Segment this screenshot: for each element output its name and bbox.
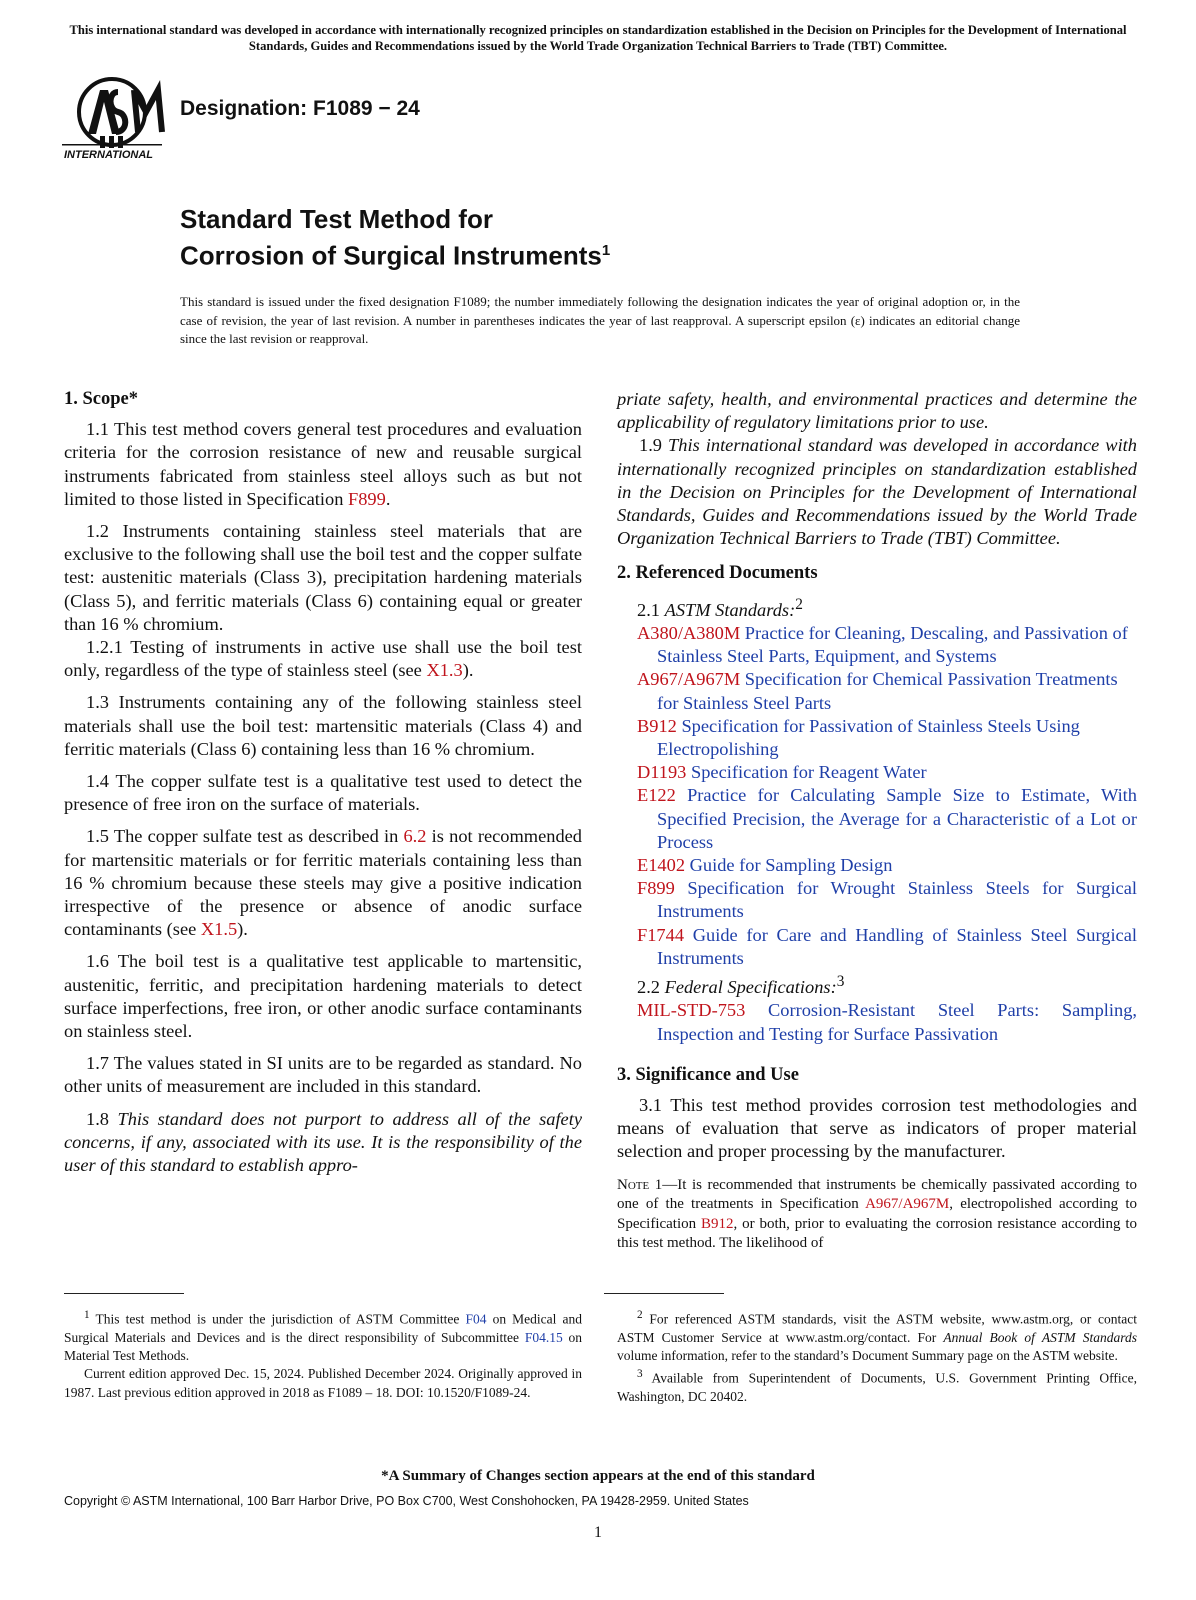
para-1-8-text: This standard does not purport to address all of the safety concerns, if any, associated with its use. It is the responsibility of the user of this standard to establish appro-: [64, 1108, 582, 1176]
footnote-1-text-b: on Medical and Surgical Materials and Devices and is the direct responsibility of Subcommittee: [64, 1311, 582, 1345]
title-line-1: Standard Test Method for: [180, 204, 493, 234]
ref-title-e1402[interactable]: Guide for Sampling Design: [685, 854, 893, 875]
para-1-2-1-text: 1.2.1 Testing of instruments in active use shall use the boil test only, regardless of the type of stainless steel (see: [64, 637, 582, 681]
ref-title-mil-std-753[interactable]: Corrosion-Resistant Steel Parts: Sampling, Inspection and Testing for Surface Passivation: [657, 1000, 1137, 1044]
footnote-2-italic: Annual Book of ASTM Standards: [943, 1329, 1137, 1345]
astm-standards-label: [617, 593, 1137, 622]
para-1-8-continued-text: priate safety, health, and environmental practices and determine the applicability of regulatory limitations prior to use.: [617, 389, 1137, 433]
federal-specs-label: [617, 970, 1137, 999]
para-1-8-number: 1.8: [86, 1108, 118, 1129]
footnote-link-f04[interactable]: F04: [465, 1311, 487, 1327]
footnote-1-para-2: Current edition approved Dec. 15, 2024. Published December 2024. Originally approved in 1987. Last previous edition approved in 2018 as F1089 – 18. DOI: 10.1520/F1089-24.: [64, 1366, 582, 1400]
right-column: [617, 388, 1137, 1254]
link-6-2[interactable]: 6.2: [403, 826, 427, 847]
para-1-5-text-c: ).: [237, 919, 248, 940]
note-1-label: Note 1: [617, 1176, 663, 1193]
ref-title-e122[interactable]: Practice for Calculating Sample Size to Estimate, With Specified Precision, the Average for a Characteristic of a Lot or Process: [657, 785, 1137, 852]
ref-entry: [617, 784, 1137, 854]
para-1-9-text: This international standard was developed in accordance with internationally recognized principles on standardization established in the Decision on Principles for the Development of International Standards, Guides and Recommendations issued by the World Trade Organization Technical Barriers to Trade (TBT) Committee.: [617, 435, 1137, 549]
astm-logo-icon: [60, 72, 172, 172]
para-1-7: 1.7 The values stated in SI units are to be regarded as standard. No other units of measurement are included in this standard.: [64, 1053, 582, 1097]
ref-code-f1744[interactable]: F1744: [637, 924, 685, 945]
note-link-b912[interactable]: B912: [701, 1215, 734, 1232]
ref-entry: [617, 761, 1137, 784]
footnote-2-3: [617, 1306, 1137, 1406]
ref-title-f899[interactable]: Specification for Wrought Stainless Steels for Surgical Instruments: [657, 878, 1137, 922]
title-line-2-text: Corrosion of Surgical Instruments: [180, 240, 602, 271]
para-1-4: 1.4 The copper sulfate test is a qualitative test used to detect the presence of free iron on the surface of materials.: [64, 771, 582, 815]
note-link-a967[interactable]: A967/A967M: [865, 1196, 950, 1213]
ref-code-a967[interactable]: A967/A967M: [637, 669, 741, 690]
para-1-8: [64, 1108, 582, 1178]
ref-title-f1744[interactable]: Guide for Care and Handling of Stainless Steel Surgical Instruments: [657, 924, 1137, 968]
ref-entry: [617, 999, 1137, 1045]
para-3-1: 3.1 This test method provides corrosion test methodologies and means of evaluation that serve as indicators of proper material selection and proper processing by the manufacturer.: [617, 1094, 1137, 1162]
para-1-2-1: [64, 636, 582, 682]
footnote-1-mark: 1: [84, 1309, 90, 1321]
page-number: 1: [594, 1524, 602, 1541]
para-1-5: [64, 825, 582, 941]
para-1-5-text-a: 1.5 The copper sulfate test as described in: [86, 826, 404, 847]
para-1-2: 1.2 Instruments containing stainless steel materials that are exclusive to the following shall use the boil test and the copper sulfate test: austenitic materials (Class 3), precipitation hardening materials (Class 5), and ferritic materials (Class 6) containing equal or greater than 16 % chromium.: [64, 521, 582, 634]
ref-entry: [617, 715, 1137, 761]
ref-entry: [617, 668, 1137, 714]
footnote-1-text-a: This test method is under the jurisdiction of ASTM Committee: [89, 1311, 466, 1327]
wto-notice: This international standard was developed in accordance with internationally recognized principles on standardization established in the Decision on Principles for the Development of International Standards, Guides and Recommendations issued by the World Trade Organization Technical Barriers to Trade (TBT) Committee.: [69, 23, 1127, 53]
ref-entry: [617, 622, 1137, 668]
federal-label-number: 2.2: [637, 977, 665, 998]
para-1-8-continued: [617, 388, 1137, 434]
link-f899[interactable]: F899: [348, 488, 386, 509]
footnote-2-text-a: For referenced ASTM standards, visit the ASTM website, www.astm.org, or contact ASTM Customer Service at www.astm.org/contact. For: [617, 1311, 1137, 1345]
federal-footnote-mark: 3: [836, 973, 845, 990]
ref-entry: [617, 854, 1137, 877]
footnote-1: [64, 1306, 582, 1402]
astm-logo: [60, 72, 172, 172]
ref-code-mil-std-753[interactable]: MIL-STD-753: [637, 1000, 746, 1021]
ref-title-d1193[interactable]: Specification for Reagent Water: [686, 762, 927, 783]
astm-footnote-mark: 2: [795, 595, 803, 613]
footnote-2-mark: 2: [637, 1309, 643, 1321]
ref-entry: [617, 924, 1137, 970]
footnote-link-f04-15[interactable]: F04.15: [524, 1329, 563, 1345]
footnote-2-text-b: volume information, refer to the standard’s Document Summary page on the ASTM website.: [617, 1348, 1118, 1364]
astm-label-number: 2.1: [637, 599, 665, 620]
ref-title-a967[interactable]: Specification for Chemical Passivation Treatments for Stainless Steel Parts: [657, 669, 1118, 713]
ref-title-b912[interactable]: Specification for Passivation of Stainless Steels Using Electropolishing: [657, 715, 1080, 759]
referenced-heading: 2. Referenced Documents: [617, 563, 818, 584]
footnote-2: [617, 1306, 1137, 1365]
link-x1-5[interactable]: X1.5: [200, 919, 238, 940]
scope-heading: 1. Scope*: [64, 389, 138, 409]
para-1-9: [617, 434, 1137, 550]
note-1-text-b: , electropolished according to Specification: [617, 1196, 1138, 1232]
para-1-5-text-b: is not recommended for martensitic materials or for ferritic materials containing less than 16 % chromium because these steels may give a positive indication irrespective of the presence or absence of anodic surface contaminants (see: [64, 826, 582, 940]
title-footnote-mark: 1: [601, 242, 611, 259]
footnote-rule-right: [604, 1293, 724, 1294]
note-1: [617, 1176, 1137, 1254]
para-1-1-end: .: [385, 488, 391, 509]
note-1-text-a: —It is recommended that instruments be chemically passivated according to one of the treatments in Specification: [617, 1176, 1137, 1213]
ref-code-b912[interactable]: B912: [637, 715, 677, 736]
ref-entry: [617, 877, 1137, 923]
copyright: Copyright © ASTM International, 100 Barr Harbor Drive, PO Box C700, West Conshohocken, PA 19428-2959. United States: [64, 1494, 749, 1508]
left-column: [64, 388, 582, 1186]
ref-code-e1402[interactable]: E1402: [637, 854, 686, 875]
federal-label-text: Federal Specifications:: [664, 977, 837, 998]
para-1-6: 1.6 The boil test is a qualitative test applicable to martensitic, austenitic, ferritic, and precipitation hardening materials to detect surface imperfections, free iron, or other anodic surface contaminants on stainless steel.: [64, 951, 582, 1042]
footnote-1-para-1: [64, 1306, 582, 1365]
ref-code-a380[interactable]: A380/A380M: [637, 622, 741, 643]
title-line-2: [180, 235, 610, 272]
footnote-1-text-c: on Material Test Methods.: [64, 1329, 583, 1364]
summary-of-changes-note: *A Summary of Changes section appears at the end of this standard: [381, 1468, 815, 1484]
logo-text: INTERNATIONAL: [64, 149, 154, 161]
ref-title-a380[interactable]: Practice for Cleaning, Descaling, and Passivation of Stainless Steel Parts, Equipment, and Systems: [657, 622, 1128, 667]
footnote-rule-left: [64, 1293, 184, 1294]
ref-code-e122[interactable]: E122: [637, 785, 676, 806]
significance-heading: 3. Significance and Use: [617, 1064, 799, 1085]
para-1-9-number: 1.9: [639, 435, 669, 456]
para-1-2-1-end: ).: [462, 660, 474, 681]
para-1-1: [64, 418, 582, 511]
document-title: [180, 203, 610, 272]
footnote-3: [617, 1365, 1137, 1406]
note-1-text-c: , or both, prior to evaluating the corrosion resistance according to this test method. The likelihood of: [617, 1215, 1137, 1252]
issued-note: This standard is issued under the fixed designation F1089; the number immediately following the designation indicates the year of original adoption or, in the case of revision, the year of last revision. A number in parentheses indicates the year of last reapproval. A superscript epsilon (ε) indicates an editorial change since the last revision or reapproval.: [180, 294, 1020, 346]
footnote-3-mark: 3: [637, 1368, 643, 1381]
para-1-3: 1.3 Instruments containing any of the following stainless steel materials shall use the boil test: martensitic materials (Class 4) and ferritic materials (Class 6) containing less than 16 % chromium.: [64, 692, 582, 759]
link-x1-3[interactable]: X1.3: [426, 660, 463, 681]
para-1-1-text: 1.1 This test method covers general test procedures and evaluation criteria for the corrosion resistance of new and reusable surgical instruments fabricated from stainless steel alloys such as but not limited to those listed in Specification: [64, 419, 582, 509]
designation: Designation: F1089 − 24: [180, 97, 420, 120]
ref-code-d1193[interactable]: D1193: [637, 762, 687, 783]
astm-label-text: ASTM Standards:: [664, 599, 796, 620]
footnote-3-text: Available from Superintendent of Documents, U.S. Government Printing Office, Washington, DC 20402.: [617, 1370, 1137, 1405]
ref-code-f899[interactable]: F899: [637, 878, 675, 899]
